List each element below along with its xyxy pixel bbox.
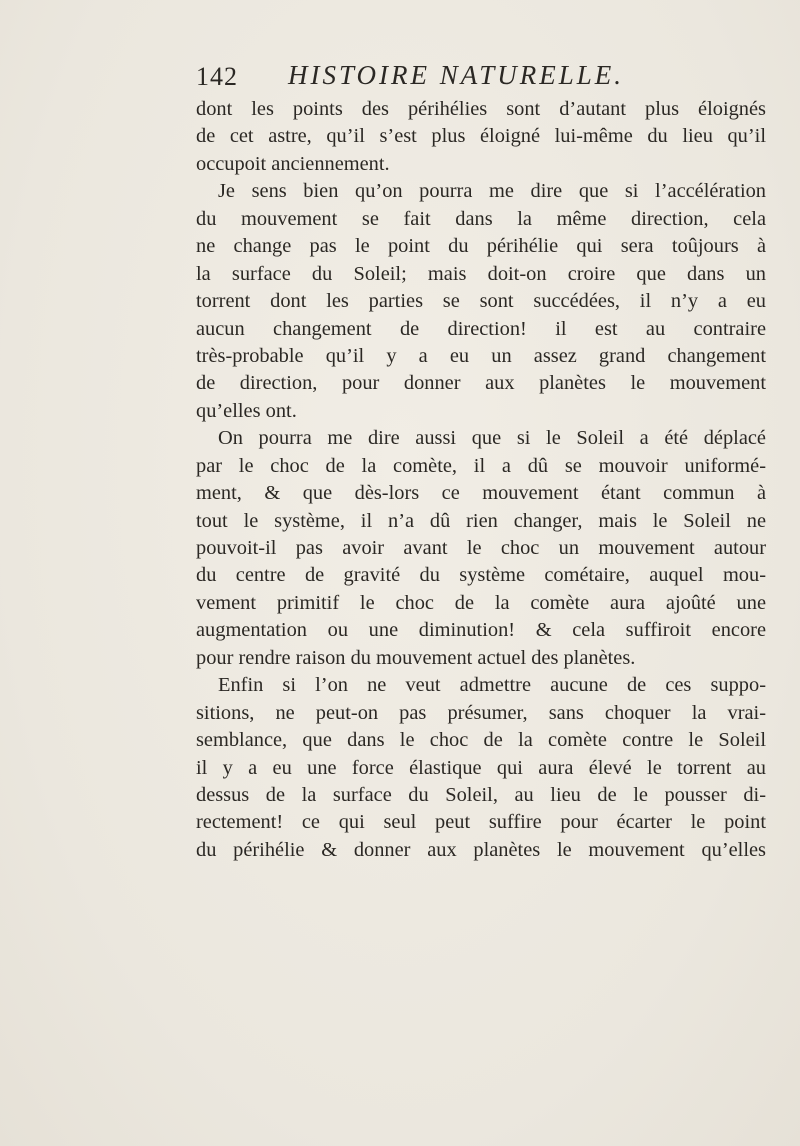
text-line: de cet astre, qu’il s’est plus éloigné lui-même du lieu qu’il [196,125,766,148]
text-line: augmentation ou une diminution! & cela suffiroit encore [196,619,766,642]
page-number: 142 [196,62,238,91]
text-line: Je sens bien qu’on pourra me dire que si l’accélération [218,180,766,203]
text-line: rectement! ce qui seul peut suffire pour écarter le point [196,811,766,834]
running-title: HISTOIRE NATURELLE. [288,60,625,90]
text-line: par le choc de la comète, il a dû se mouvoir uniformé- [196,454,766,477]
text-line: On pourra me dire aussi que si le Soleil a été déplacé [218,427,766,450]
text-line: très-probable qu’il y a eu un assez grand changement [196,344,766,367]
text-line: du périhélie & donner aux planètes le mouvement qu’elles [196,838,766,861]
text-line: dont les points des périhélies sont d’autant plus éloignés [196,98,766,120]
text-line: Enfin si l’on ne veut admettre aucune de ces suppo- [218,674,766,697]
text-line: du centre de gravité du système cométaire, auquel mou- [196,564,766,587]
text-line: tout le système, il n’a dû rien changer, mais le Soleil ne [196,509,766,532]
text-line: sitions, ne peut-on pas présumer, sans choquer la vrai- [196,701,766,724]
text-line: aucun changement de direction! il est au contraire [196,317,766,340]
text-line: de direction, pour donner aux planètes le mouvement [196,372,766,395]
text-line: torrent dont les parties se sont succédées, il n’y a eu [196,290,766,313]
text-line: la surface du Soleil; mais doit-on croire que dans un [196,262,766,285]
text-line: ment, & que dès-lors ce mouvement étant commun à [196,482,766,505]
text-line: vement primitif le choc de la comète aura ajoûté une [196,591,766,614]
text-line: dessus de la surface du Soleil, au lieu de le pousser di- [196,783,766,806]
text-line: semblance, que dans le choc de la comète contre le Soleil [196,729,766,752]
text-line: ne change pas le point du périhélie qui sera toûjours à [196,235,766,258]
text-line: occupoit anciennement. [196,152,390,175]
text-line: du mouvement se fait dans la même direction, cela [196,207,766,230]
text-line: pouvoit-il pas avoir avant le choc un mouvement autour [196,537,766,559]
body-text [196,96,766,864]
text-line: pour rendre raison du mouvement actuel des planètes. [196,646,636,669]
text-line: il y a eu une force élastique qui aura élevé le torrent au [196,756,766,779]
text-line: qu’elles ont. [196,399,297,422]
